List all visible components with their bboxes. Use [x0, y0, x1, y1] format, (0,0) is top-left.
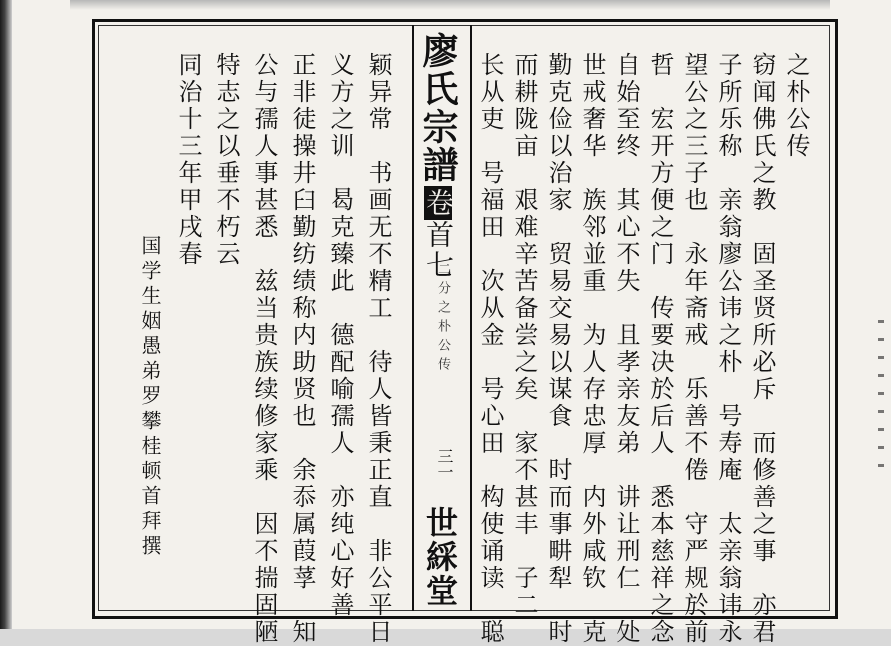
text-column-13: 正非徒操井臼勤纺绩称内助贤也 余忝属葭莩 知: [288, 52, 316, 646]
text-column-16: 同治十三年甲戌春: [174, 52, 202, 268]
scan-top-shadow: [70, 0, 830, 10]
scan-noise: [878, 320, 884, 480]
spine-divider-left: [412, 25, 414, 611]
author-credit: 国学生姻愚弟罗攀桂顿首拜撰: [138, 235, 162, 560]
text-column-15: 特志之以垂不朽云: [212, 52, 240, 268]
juan-marker: 卷: [422, 188, 455, 218]
spine-divider-right: [470, 25, 472, 611]
hall-name: 世綵堂: [421, 506, 459, 608]
text-column-7: 世戒奢华 族邻並重 为人存忠厚 内外咸钦 克: [578, 52, 606, 646]
text-column-11: 颖异常 书画无不精工 待人皆秉正直 非公平日: [364, 52, 392, 646]
text-column-14: 公与孺人事甚悉 兹当贵族续修家乘 因不揣固陋: [250, 52, 278, 646]
scan-binding-edge: [0, 0, 12, 629]
text-column-8: 勤克俭以治家 贸易交易以谋食 时而事畊犁 时: [544, 52, 572, 646]
text-column-12: 义方之训 曷克臻此 德配喻孺人 亦纯心好善: [326, 52, 354, 619]
text-column-5: 哲 宏开方便之门 传要决於后人 悉本慈祥之念: [646, 52, 674, 646]
text-column-9: 而耕陇亩 艰难辛苦备尝之矣 家不甚丰 子二: [510, 52, 538, 619]
page-number: 三一: [435, 448, 454, 480]
text-column-10: 长从吏 号福田 次从金 号心田 构使诵读 聪: [476, 52, 504, 646]
text-column-6: 自始至终 其心不失 且孝亲友弟 讲让刑仁 处: [612, 52, 640, 646]
text-column-1: 之朴公传: [782, 52, 810, 160]
text-column-4: 望公之三子也 永年斋戒 乐善不倦 守严规於前: [680, 52, 708, 646]
genealogy-title: 廖氏宗譜: [417, 32, 459, 184]
section-title: 二分之朴公传: [435, 262, 450, 376]
text-column-2: 窃闻佛氏之教 固圣贤所必斥 而修善之事 亦君: [748, 52, 776, 646]
text-column-3: 子所乐称 亲翁廖公讳之朴 号寿庵 太亲翁讳永: [714, 52, 742, 646]
volume-number: 首七: [422, 220, 455, 280]
